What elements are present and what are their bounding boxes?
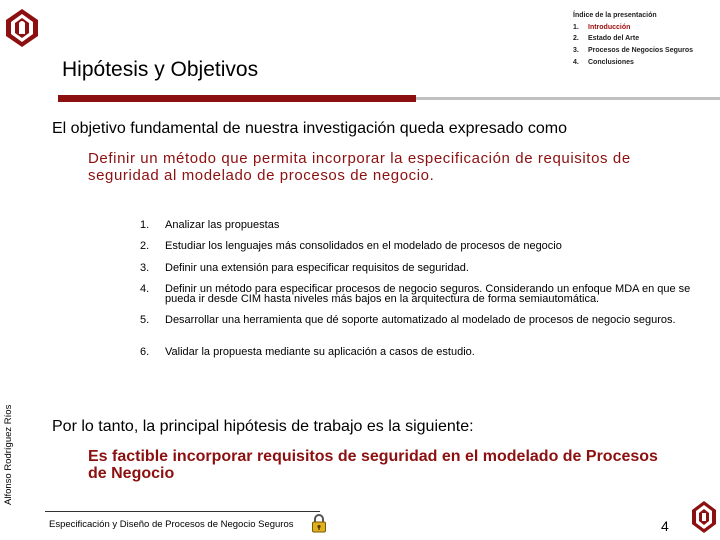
index-item-procesos bbox=[573, 45, 693, 57]
intro-text: El objetivo fundamental de nuestra investigación queda expresado como bbox=[52, 120, 567, 137]
task-number: 4. bbox=[140, 283, 150, 295]
task-item bbox=[140, 347, 705, 357]
index-item-introduccion bbox=[573, 22, 693, 34]
title-rule-light bbox=[416, 97, 720, 100]
task-item bbox=[140, 263, 705, 273]
lock-icon bbox=[311, 513, 327, 533]
footer-rule bbox=[45, 511, 320, 512]
index-item-number: 1. bbox=[573, 23, 579, 31]
task-text: Definir un método para especificar procesos de negocio seguros. Considerando un enfoque MDA en que se pueda ir desde CIM hasta niveles más bajos en la arquitectura de forma semiautomática. bbox=[165, 283, 691, 305]
task-text: Definir una extensión para especificar requisitos de seguridad. bbox=[165, 262, 469, 274]
task-item bbox=[140, 220, 705, 230]
task-number: 5. bbox=[140, 314, 150, 326]
index-item-number: 2. bbox=[573, 35, 579, 43]
task-item bbox=[140, 315, 705, 325]
task-number: 1. bbox=[140, 219, 150, 231]
title-rule-dark bbox=[58, 95, 416, 102]
index-item-estado-del-arte bbox=[573, 33, 693, 45]
index-item-label: Introducción bbox=[588, 23, 631, 31]
index-item-conclusiones bbox=[573, 57, 693, 69]
footer-title: Especificación y Diseño de Procesos de Negocio Seguros bbox=[49, 519, 294, 530]
task-number: 2. bbox=[140, 240, 150, 252]
index-item-label: Procesos de Negocios Seguros bbox=[588, 47, 694, 55]
conclusion-text: Por lo tanto, la principal hipótesis de trabajo es la siguiente: bbox=[52, 418, 474, 435]
index-item-number: 3. bbox=[573, 47, 579, 55]
hypothesis-statement: Es factible incorporar requisitos de seguridad en el modelado de Procesos de Negocio bbox=[88, 448, 658, 482]
task-text: Validar la propuesta mediante su aplicación a casos de estudio. bbox=[165, 346, 475, 358]
index-item-label: Estado del Arte bbox=[588, 35, 640, 43]
author-name: Alfonso Rodríguez Ríos bbox=[3, 404, 14, 505]
page-number: 4 bbox=[661, 518, 669, 534]
index-item-label: Conclusiones bbox=[588, 58, 634, 66]
task-number: 6. bbox=[140, 346, 150, 358]
objective-statement: Definir un método que permita incorporar la especificación de requisitos de seguridad al modelado de procesos de negocio. bbox=[88, 150, 631, 184]
task-item bbox=[140, 241, 705, 251]
index-item-number: 4. bbox=[573, 58, 579, 66]
task-text: Estudiar los lenguajes más consolidados en el modelado de procesos de negocio bbox=[165, 240, 562, 252]
index-title: Índice de la presentación bbox=[573, 12, 657, 19]
slide-title: Hipótesis y Objetivos bbox=[62, 58, 259, 81]
task-item bbox=[140, 284, 705, 304]
university-logo-small bbox=[690, 500, 718, 534]
task-number: 3. bbox=[140, 262, 150, 274]
task-text: Desarrollar una herramienta que dé soporte automatizado al modelado de procesos de negocio seguros. bbox=[165, 314, 676, 326]
presentation-index bbox=[573, 10, 693, 69]
university-logo bbox=[4, 8, 40, 48]
task-text: Analizar las propuestas bbox=[165, 219, 280, 231]
